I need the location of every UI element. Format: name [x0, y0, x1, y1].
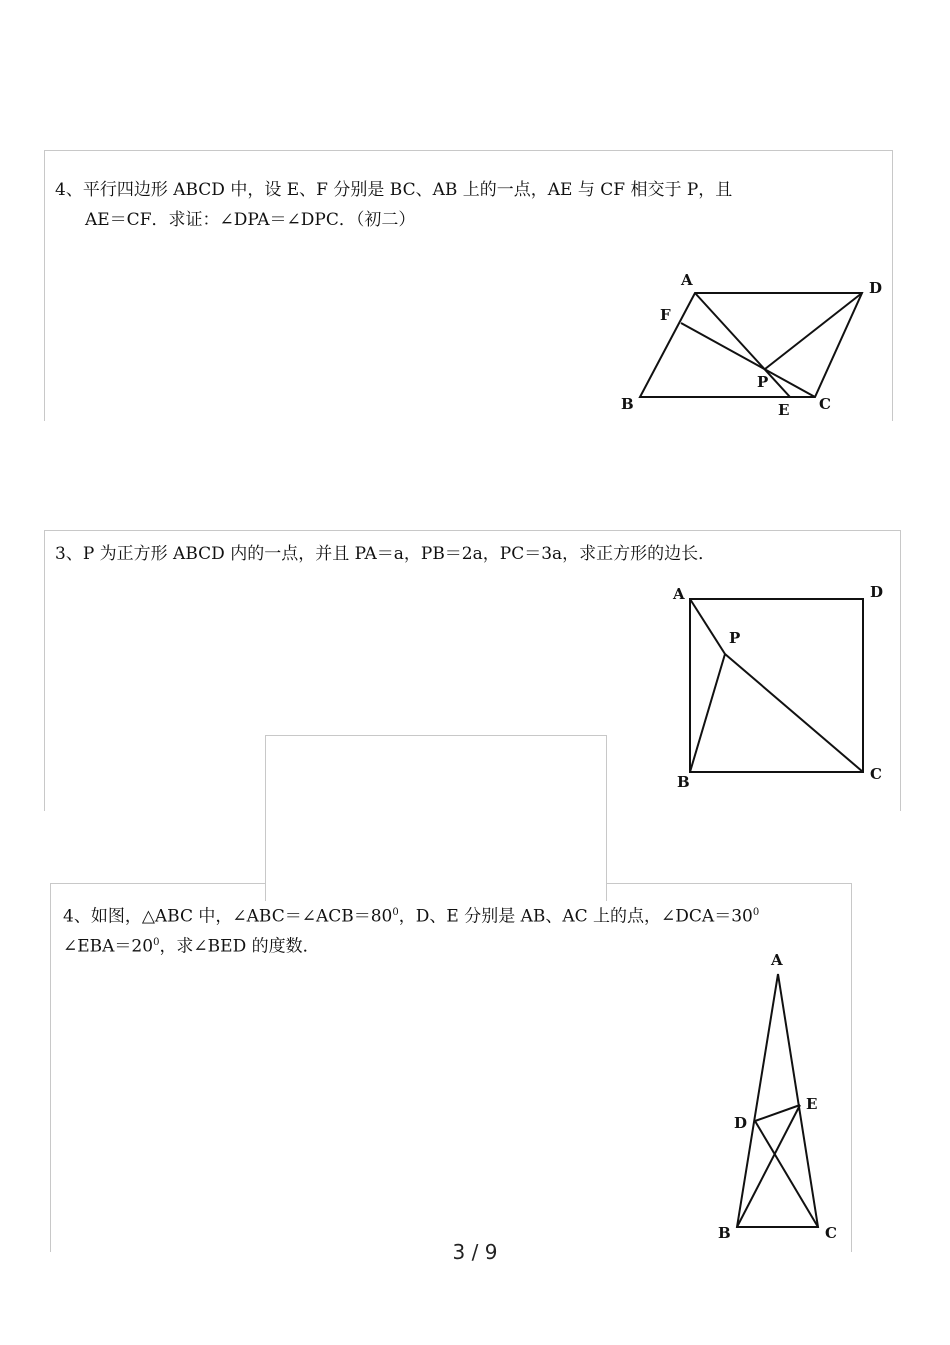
blank-overlay-box [265, 735, 607, 901]
label-A: A [673, 585, 685, 603]
problem-1-line-2: AE＝CF．求证：∠DPA＝∠DPC．（初二） [85, 210, 416, 230]
label-A: A [681, 271, 693, 289]
label-A: A [771, 951, 783, 969]
problem-2-line-1: 3、P 为正方形 ABCD 内的一点，并且 PA＝a，PB＝2a，PC＝3a，求正方形的边长． [55, 544, 716, 564]
segment-AP [690, 599, 725, 654]
label-C: C [819, 395, 831, 413]
label-B: B [718, 1224, 731, 1242]
page-number: 3 / 9 [452, 1240, 498, 1264]
label-E: E [778, 401, 790, 419]
label-D: D [734, 1114, 748, 1132]
parallelogram-ABCD [640, 293, 862, 397]
segment-PB [690, 654, 725, 772]
segment-AE [695, 293, 790, 397]
label-D: D [869, 279, 883, 297]
segment-DP [765, 293, 862, 369]
problem-panel-1 [44, 150, 893, 421]
label-P: P [729, 629, 741, 647]
problem-panel-3 [50, 883, 852, 1252]
label-P: P [757, 373, 769, 391]
label-F: F [660, 306, 671, 324]
segment-CF [681, 323, 815, 397]
label-D: D [870, 583, 884, 601]
label-C: C [825, 1224, 837, 1242]
label-B: B [677, 773, 690, 791]
problem-1-line-1: 4、平行四边形 ABCD 中，设 E、F 分别是 BC、AB 上的一点，AE 与 CF 相交于 P，且 [55, 180, 733, 200]
problem-3-line-2: $\angle EBA=20^0$，求∠BED 的度数． [63, 936, 320, 957]
label-C: C [870, 765, 882, 783]
label-E: E [806, 1095, 818, 1113]
square-figure [670, 579, 900, 794]
problem-3-line-1: 4、如图，△ABC 中，$\angle ABC=\angle ACB=80^0$，D、E 分别是 AB、AC 上的点，$\angle DCA=30^0$ [63, 906, 760, 927]
triangle-figure [701, 946, 841, 1246]
segment-PC [725, 654, 863, 772]
label-B: B [621, 395, 634, 413]
parallelogram-figure [615, 269, 915, 419]
